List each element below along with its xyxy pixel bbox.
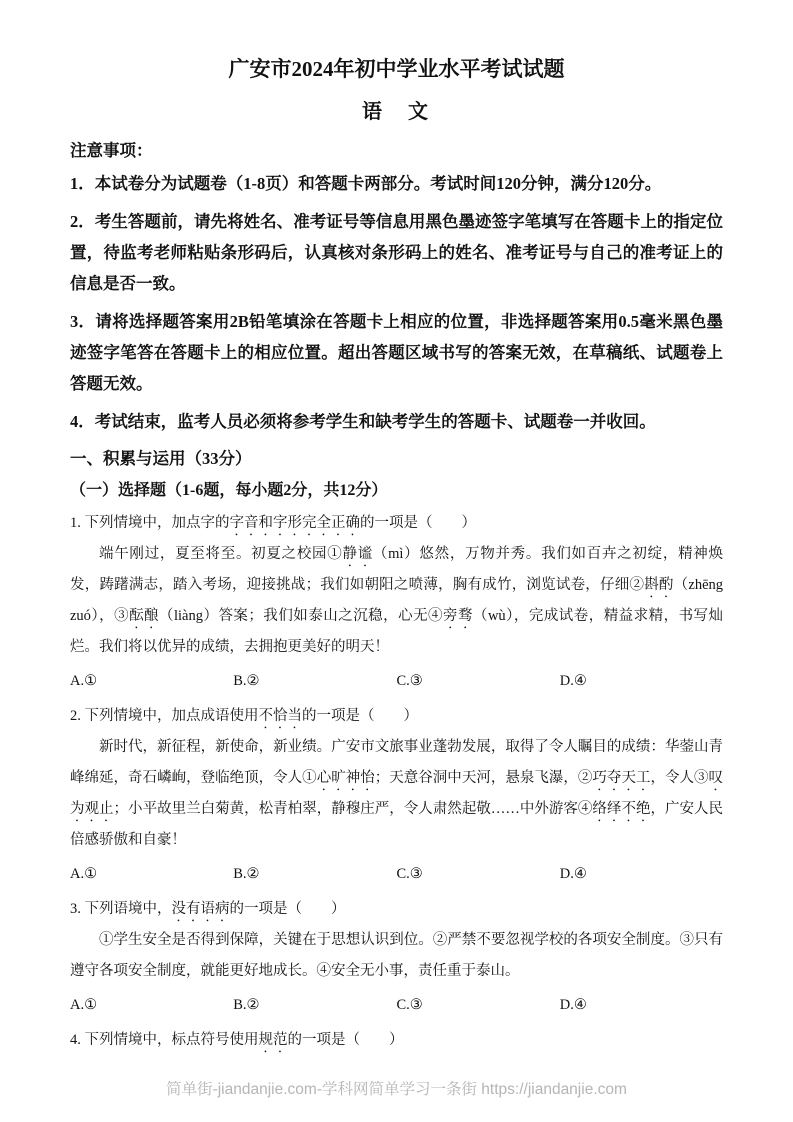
option-c: C.③ bbox=[396, 866, 423, 882]
text-segment: （mì）悠然，万物并秀。我们如百卉之初绽，精神焕发，踌躇满志，踏入考场，迎接挑战；我们如朝阳之喷薄，胸有成竹，浏览试卷，仔细② bbox=[70, 546, 724, 593]
option-d: D.④ bbox=[559, 997, 587, 1013]
text-segment: ，广安人民倍感骄傲和自豪！ bbox=[70, 801, 724, 848]
watermark-footer: 简单街-jiandanjie.com-学科网简单学习一条街 https://jiandanjie.com bbox=[166, 1081, 627, 1098]
notice-item-1: 1．本试卷分为试题卷（1-8页）和答题卡两部分。考试时间120分钟，满分120分。 bbox=[70, 174, 662, 193]
emphasized-text: 规范 bbox=[258, 1032, 288, 1048]
emphasized-text: 没有语病 bbox=[171, 901, 230, 917]
question-1-passage bbox=[70, 539, 723, 663]
text-segment: 3. 下列语境中， bbox=[70, 901, 172, 917]
emphasized-text: 络绎不绝 bbox=[592, 801, 651, 817]
question-3-passage bbox=[70, 925, 723, 987]
emphasized-text: 斟酌 bbox=[644, 577, 674, 593]
text-segment: 新时代，新征程，新使命，新业绩。广安市文旅事业蓬勃发展，取得了令人瞩目的成绩：华蓥山青峰绵延，奇石嶙峋，登临绝顶，令人① bbox=[70, 739, 723, 786]
text-segment: 端午刚过，夏至将至。初夏之校园① bbox=[99, 546, 343, 562]
emphasized-text: 字音和字形完全正确 bbox=[229, 515, 360, 531]
subsection-heading: （一）选择题（1-6题，每小题2分，共12分） bbox=[70, 482, 388, 499]
option-d: D.④ bbox=[559, 673, 587, 689]
emphasized-text: 酝酿 bbox=[129, 608, 160, 624]
question-3-stem bbox=[70, 894, 723, 925]
text-segment: （liàng）答案；我们如泰山之沉稳，心无④ bbox=[159, 608, 444, 624]
section-heading: 一、积累与运用（33分） bbox=[70, 449, 252, 468]
text-segment: （zhēng zuó），③ bbox=[70, 577, 724, 624]
option-b: B.② bbox=[233, 673, 260, 689]
text-segment: ，令人③ bbox=[650, 770, 709, 786]
emphasized-text: 旁骛 bbox=[443, 608, 473, 624]
question-3-options bbox=[70, 990, 723, 1020]
text-segment: 的一项是（ ） bbox=[360, 515, 476, 531]
text-segment: ；小平故里兰白菊黄，松青柏翠，静穆庄严，令人肃然起敬……中外游客④ bbox=[113, 801, 593, 817]
option-a: A.① bbox=[70, 866, 98, 882]
text-segment: 的一项是（ ） bbox=[302, 708, 418, 724]
notice-item-4: 4．考试结束，监考人员必须将参考学生和缺考学生的答题卡、试题卷一并收回。 bbox=[70, 412, 656, 431]
text-segment: 1. 下列情境中，加点字的 bbox=[70, 515, 230, 531]
text-segment: 的一项是（ ） bbox=[287, 1032, 404, 1048]
option-c: C.③ bbox=[396, 673, 423, 689]
text-segment: （wù），完成试卷，精益求精，书写灿烂。我们将以优异的成绩，去拥抱更美好的明天！ bbox=[70, 608, 724, 655]
emphasized-text: 静谧 bbox=[342, 546, 373, 562]
exam-title: 广安市2024年初中学业水平考试试题 bbox=[228, 57, 565, 81]
emphasized-text: 巧夺天工 bbox=[592, 770, 651, 786]
question-1-stem bbox=[70, 508, 723, 539]
option-d: D.④ bbox=[559, 866, 587, 882]
question-2-passage bbox=[70, 732, 723, 856]
text-segment: 2. 下列情境中，加点成语使用 bbox=[70, 708, 259, 724]
text-segment: ；天意谷洞中天河，悬泉飞瀑，② bbox=[374, 770, 593, 786]
option-a: A.① bbox=[70, 997, 98, 1013]
emphasized-text: 心旷神怡 bbox=[316, 770, 375, 786]
exam-subject: 语 文 bbox=[362, 101, 431, 123]
text-segment: ①学生安全是否得到保障，关键在于思想认识到位。②严禁不要忽视学校的各项安全制度。③只有遵守各项安全制度，就能更好地成长。④安全无小事，责任重于泰山。 bbox=[70, 932, 723, 979]
option-b: B.② bbox=[233, 866, 260, 882]
notice-item-3: 3．请将选择题答案用2B铅笔填涂在答题卡上相应的位置，非选择题答案用0.5毫米黑色墨迹签字笔答在答题卡上的相应位置。超出答题区域书写的答案无效，在草稿纸、试题卷上答题无效。 bbox=[70, 312, 723, 393]
option-c: C.③ bbox=[396, 997, 423, 1013]
question-2-stem bbox=[70, 701, 723, 732]
question-1-options bbox=[70, 666, 723, 696]
text-segment: 4. 下列情境中，标点符号使用 bbox=[70, 1032, 259, 1048]
text-segment: 的一项是（ ） bbox=[229, 901, 346, 917]
question-2-options bbox=[70, 859, 723, 889]
emphasized-text: 不恰当 bbox=[258, 708, 302, 724]
notice-heading: 注意事项： bbox=[70, 141, 153, 160]
option-b: B.② bbox=[233, 997, 260, 1013]
question-4-stem bbox=[70, 1025, 723, 1056]
emphasized-text: 叹为观止 bbox=[70, 770, 724, 817]
option-a: A.① bbox=[70, 673, 98, 689]
notice-item-2: 2．考生答题前，请先将姓名、准考证号等信息用黑色墨迹签字笔填写在答题卡上的指定位置，待监考老师粘贴条形码后，认真核对条形码上的姓名、准考证号与自己的准考证上的信息是否一致。 bbox=[70, 212, 723, 293]
